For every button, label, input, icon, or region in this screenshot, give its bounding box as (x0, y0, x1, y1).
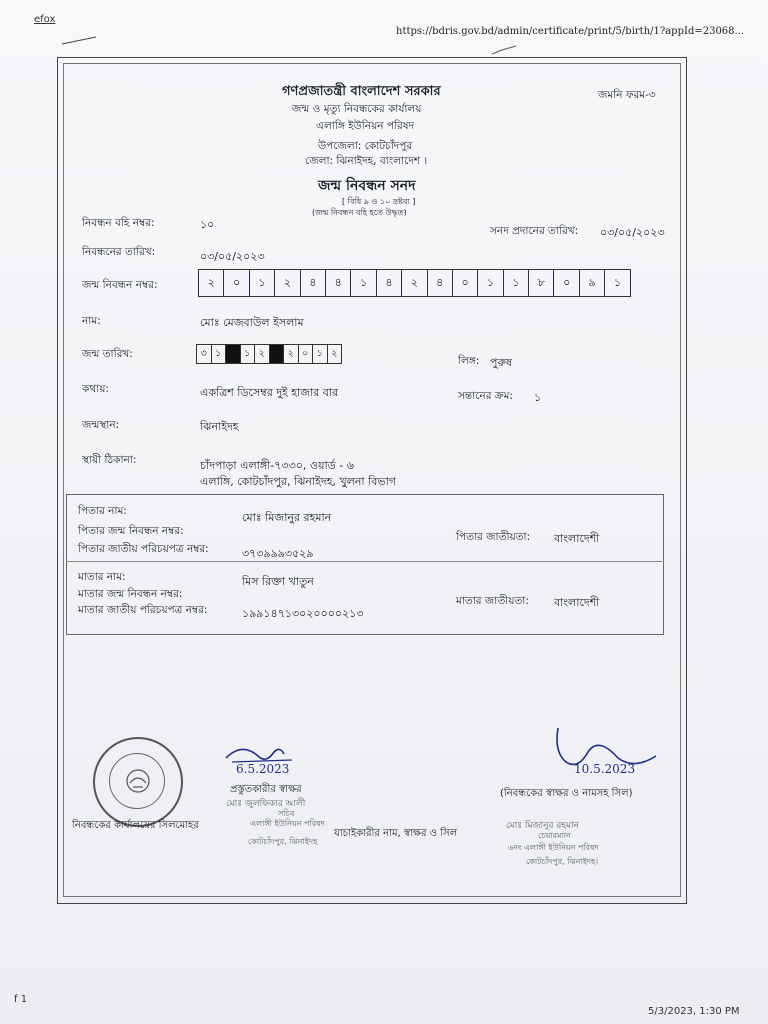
page-footer-timestamp: 5/3/2023, 1:30 PM (648, 1006, 740, 1017)
reg-no-digit: ৪ (377, 270, 402, 296)
reg-no-digit: ৮ (529, 270, 554, 296)
father-nid-value: ৩৭৩৯৯৯৩৫২৯ (242, 547, 314, 560)
dob-boxes (196, 344, 342, 364)
gender-value: পুরুষ (490, 356, 512, 369)
preparer-sign-date: 6.5.2023 (236, 762, 290, 776)
reg-no-digit: ১ (478, 270, 503, 296)
dob-digit: ৩ (197, 345, 212, 363)
registrar-stamp-name: মোঃ মিজানুর রহমান (506, 821, 579, 831)
dob-separator (226, 345, 241, 363)
father-name-label: পিতার নাম: (78, 505, 127, 517)
reg-no-digit: ০ (554, 270, 579, 296)
reg-no-digit: ৪ (428, 270, 453, 296)
dob-digit: ০ (299, 345, 314, 363)
dob-separator (270, 345, 285, 363)
form-number: জমনি ফরম-৩ (598, 89, 656, 101)
birthplace-label: জন্মস্থান: (82, 419, 120, 431)
page-footer-left: f 1 (14, 994, 28, 1005)
reg-no-digit: ২ (402, 270, 427, 296)
registrar-stamp-title: চেয়ারম্যান (538, 831, 571, 840)
mother-nationality-label: মাতার জাতীয়তা: (456, 595, 529, 607)
gender-label: লিঙ্গ: (458, 355, 480, 367)
reg-no-digit: ১ (613, 275, 622, 289)
mother-name-value: মিস রিক্তা খাতুন (242, 575, 314, 588)
preparer-label: প্রস্তুতকারীর স্বাক্ষর (230, 784, 302, 795)
reg-no-digit: ৪ (326, 270, 351, 296)
in-words-value: একত্রিশ ডিসেম্বর দুই হাজার বার (200, 386, 339, 399)
govt-emblem-icon (124, 767, 152, 795)
father-reg-label: পিতার জন্ম নিবন্ধন নম্বর: (78, 525, 184, 537)
mother-reg-label: মাতার জন্ম নিবন্ধন নম্বর: (78, 588, 183, 600)
browser-left-label: efox (34, 14, 56, 25)
reg-no-digit: ০ (224, 270, 249, 296)
registrar-stamp-union: ৬নং এলাঙ্গী ইউনিয়ন পরিষদ (508, 843, 599, 852)
birthplace-value: ঝিনাইদহ (200, 420, 239, 433)
address-line2: এলাঙ্গি, কোটচাঁদপুর, ঝিনাইদহ, খুলনা বিভাগ (200, 475, 396, 488)
reg-date-label: নিবন্ধনের তারিখ: (82, 246, 156, 258)
reg-no-digit: ৯ (580, 270, 605, 296)
reg-no-digit: ১ (504, 270, 529, 296)
pen-tick (490, 44, 520, 58)
parents-divider (66, 561, 662, 562)
reg-no-label: জন্ম নিবন্ধন নম্বর: (82, 279, 158, 291)
office-seal-stamp (93, 737, 183, 827)
reg-date-value: ০৩/০৫/২০২৩ (200, 250, 265, 263)
father-name-value: মোঃ মিজানুর রহমান (242, 511, 332, 524)
book-no-label: নিবন্ধন বহি নম্বর: (82, 217, 155, 229)
registrar-label: (নিবন্ধকের স্বাক্ষর ও নামসহ সিল) (500, 788, 633, 799)
upazila-line: উপজেলা: কোটচাঁদপুর (318, 140, 413, 152)
reg-no-digit: ২ (199, 270, 224, 296)
dob-digit: ২ (331, 347, 338, 359)
dob-digit: ১ (212, 345, 227, 363)
issue-date-value: ০৩/০৫/২০২৩ (600, 226, 665, 239)
mother-name-label: মাতার নাম: (78, 571, 126, 583)
mother-nid-value: ১৯৯১৪৭১৩০২০০০০২১৩ (242, 607, 364, 620)
preparer-stamp-union: এলাঙ্গী ইউনিয়ন পরিষদ (250, 819, 325, 828)
preparer-stamp-place: কোটচাঁদপুর, ঝিনাইদহ (248, 837, 318, 846)
registrar-sign-date: 10.5.2023 (574, 762, 636, 776)
pen-mark (60, 34, 100, 48)
reg-no-digit: ১ (351, 270, 376, 296)
verifier-label: যাচাইকারীর নাম, স্বাক্ষর ও সিল (334, 828, 458, 839)
reg-no-digit: ০ (453, 270, 478, 296)
dob-digit: ২ (284, 345, 299, 363)
mother-nationality-value: বাংলাদেশী (554, 596, 600, 609)
address-line1: চাঁদপাড়া এলাঙ্গী-৭৩৩০, ওয়ার্ড - ৬ (200, 459, 354, 472)
office-seal-label: নিবন্ধকের কার্যালয়ের সিলমোহর (72, 820, 199, 831)
child-order-label: সন্তানের ক্রম: (458, 390, 513, 402)
union-title: এলাঙ্গি ইউনিয়ন পরিষদ (316, 120, 415, 132)
reg-no-boxes (198, 269, 631, 297)
mother-nid-label: মাতার জাতীয় পরিচয়পত্র নম্বর: (78, 604, 208, 616)
dob-digit: ১ (241, 345, 256, 363)
father-nationality-value: বাংলাদেশী (554, 532, 600, 545)
preparer-stamp-name: মোঃ জুলফিকার আলী (226, 799, 306, 809)
dob-digit: ১ (313, 345, 328, 363)
office-title: জন্ম ও মৃত্যু নিবন্ধকের কার্যালয় (292, 103, 422, 115)
book-no-value: ১০ (200, 218, 215, 231)
father-nationality-label: পিতার জাতীয়তা: (456, 531, 531, 543)
name-label: নাম: (82, 315, 101, 327)
in-words-label: কথায়: (82, 383, 109, 395)
father-nid-label: পিতার জাতীয় পরিচয়পত্র নম্বর: (78, 543, 209, 555)
print-url: https://bdris.gov.bd/admin/certificate/print/5/birth/1?appId=23068... (396, 26, 745, 37)
reg-no-digit: ১ (250, 270, 275, 296)
reg-no-digit: ৪ (301, 270, 326, 296)
child-order-value: ১ (534, 391, 542, 404)
extract-note: (জন্ম নিবন্ধন বহি হতে উদ্ধৃত) (312, 208, 407, 217)
dob-digit: ২ (255, 345, 270, 363)
preparer-stamp-title: সচিব (278, 809, 295, 818)
reg-no-digit: ২ (275, 270, 300, 296)
issue-date-label: সনদ প্রদানের তারিখ: (490, 225, 579, 237)
address-label: স্থায়ী ঠিকানা: (82, 454, 137, 466)
dob-label: জন্ম তারিখ: (82, 348, 133, 360)
district-line: জেলা: ঝিনাইদহ, বাংলাদেশ । (305, 155, 428, 167)
registrar-stamp-place: কোটচাঁদপুর, ঝিনাইদহ। (526, 857, 599, 866)
rule-reference: [ বিধি ৯ ও ১০ দ্রষ্টব্য ] (342, 197, 416, 206)
certificate-title: জন্ম নিবন্ধন সনদ (318, 178, 416, 194)
government-title: গণপ্রজাতন্ত্রী বাংলাদেশ সরকার (282, 84, 441, 99)
name-value: মোঃ মেজবাউল ইসলাম (200, 316, 304, 329)
